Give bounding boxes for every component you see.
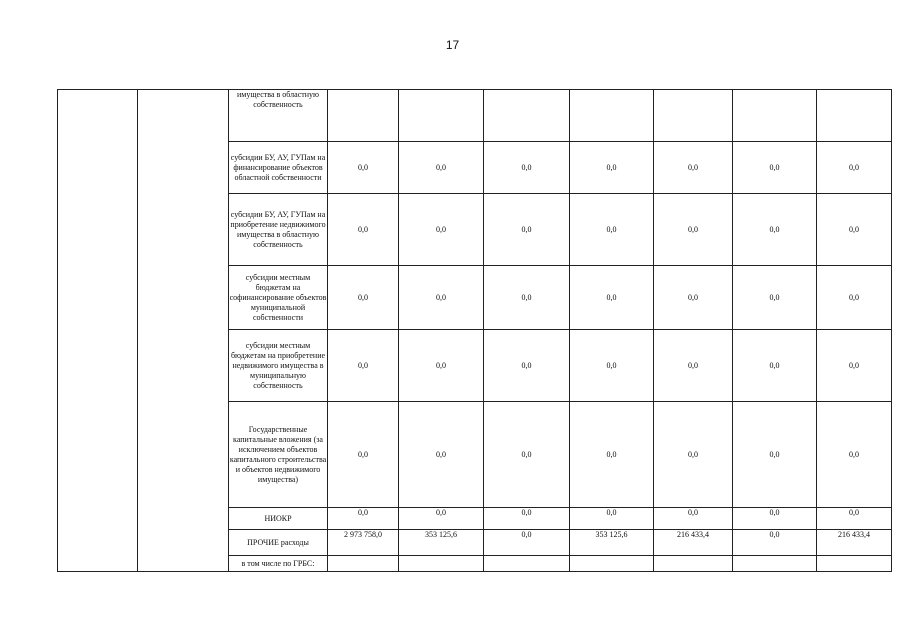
value-cell: 0,0 <box>654 402 733 508</box>
value-cell: 0,0 <box>654 330 733 402</box>
value-cell: 0,0 <box>654 194 733 266</box>
value-cell: 0,0 <box>817 508 892 530</box>
value-cell <box>484 556 570 572</box>
value-cell: 0,0 <box>399 142 484 194</box>
value-cell <box>570 556 654 572</box>
row-label: имущества в областную собственность <box>229 90 328 142</box>
row-label: в том числе по ГРБС: <box>229 556 328 572</box>
value-cell <box>570 90 654 142</box>
row-label: субсидии БУ, АУ, ГУПам на приобретение недвижимого имущества в областную собственность <box>229 194 328 266</box>
value-cell <box>399 556 484 572</box>
value-cell: 0,0 <box>570 266 654 330</box>
value-cell: 0,0 <box>817 194 892 266</box>
value-cell: 0,0 <box>654 508 733 530</box>
value-cell: 0,0 <box>484 530 570 556</box>
value-cell: 216 433,4 <box>654 530 733 556</box>
value-cell <box>817 90 892 142</box>
value-cell: 0,0 <box>733 330 817 402</box>
row-label: субсидии БУ, АУ, ГУПам на финансирование объектов областной собственности <box>229 142 328 194</box>
budget-table <box>57 89 892 572</box>
value-cell: 0,0 <box>484 330 570 402</box>
value-cell: 0,0 <box>484 266 570 330</box>
value-cell: 353 125,6 <box>399 530 484 556</box>
value-cell: 0,0 <box>399 508 484 530</box>
value-cell <box>484 90 570 142</box>
value-cell: 0,0 <box>484 508 570 530</box>
value-cell: 0,0 <box>399 266 484 330</box>
value-cell: 0,0 <box>328 142 399 194</box>
value-cell: 0,0 <box>399 194 484 266</box>
page-number: 17 <box>445 38 460 52</box>
value-cell: 0,0 <box>817 402 892 508</box>
value-cell <box>817 556 892 572</box>
value-cell: 0,0 <box>570 508 654 530</box>
row-label: Государственные капитальные вложения (за исключением объектов капитального строительства и объектов недвижимого имущества) <box>229 402 328 508</box>
value-cell: 0,0 <box>570 330 654 402</box>
value-cell: 0,0 <box>399 330 484 402</box>
value-cell: 0,0 <box>484 142 570 194</box>
value-cell: 353 125,6 <box>570 530 654 556</box>
value-cell: 0,0 <box>328 402 399 508</box>
value-cell: 216 433,4 <box>817 530 892 556</box>
merged-cell-col1 <box>58 90 138 572</box>
value-cell: 0,0 <box>328 266 399 330</box>
value-cell: 0,0 <box>817 266 892 330</box>
value-cell: 0,0 <box>328 194 399 266</box>
value-cell: 0,0 <box>484 194 570 266</box>
row-label: субсидии местным бюджетам на софинансирование объектов муниципальной собственности <box>229 266 328 330</box>
value-cell <box>328 556 399 572</box>
row-label: НИОКР <box>229 508 328 530</box>
value-cell: 0,0 <box>654 266 733 330</box>
value-cell: 0,0 <box>733 530 817 556</box>
value-cell: 0,0 <box>817 142 892 194</box>
value-cell: 0,0 <box>570 142 654 194</box>
value-cell: 0,0 <box>484 402 570 508</box>
merged-cell-col2 <box>138 90 229 572</box>
value-cell: 0,0 <box>733 194 817 266</box>
value-cell <box>328 90 399 142</box>
row-label: субсидии местным бюджетам на приобретение недвижимого имущества в муниципальную собственность <box>229 330 328 402</box>
value-cell: 2 973 758,0 <box>328 530 399 556</box>
value-cell: 0,0 <box>817 330 892 402</box>
value-cell: 0,0 <box>328 508 399 530</box>
value-cell: 0,0 <box>733 142 817 194</box>
value-cell <box>654 90 733 142</box>
value-cell: 0,0 <box>733 402 817 508</box>
value-cell: 0,0 <box>733 508 817 530</box>
value-cell <box>733 556 817 572</box>
row-label: ПРОЧИЕ расходы <box>229 530 328 556</box>
value-cell: 0,0 <box>654 142 733 194</box>
value-cell <box>733 90 817 142</box>
value-cell: 0,0 <box>328 330 399 402</box>
table-row <box>58 90 892 142</box>
value-cell: 0,0 <box>570 194 654 266</box>
value-cell <box>399 90 484 142</box>
value-cell <box>654 556 733 572</box>
value-cell: 0,0 <box>570 402 654 508</box>
value-cell: 0,0 <box>733 266 817 330</box>
value-cell: 0,0 <box>399 402 484 508</box>
